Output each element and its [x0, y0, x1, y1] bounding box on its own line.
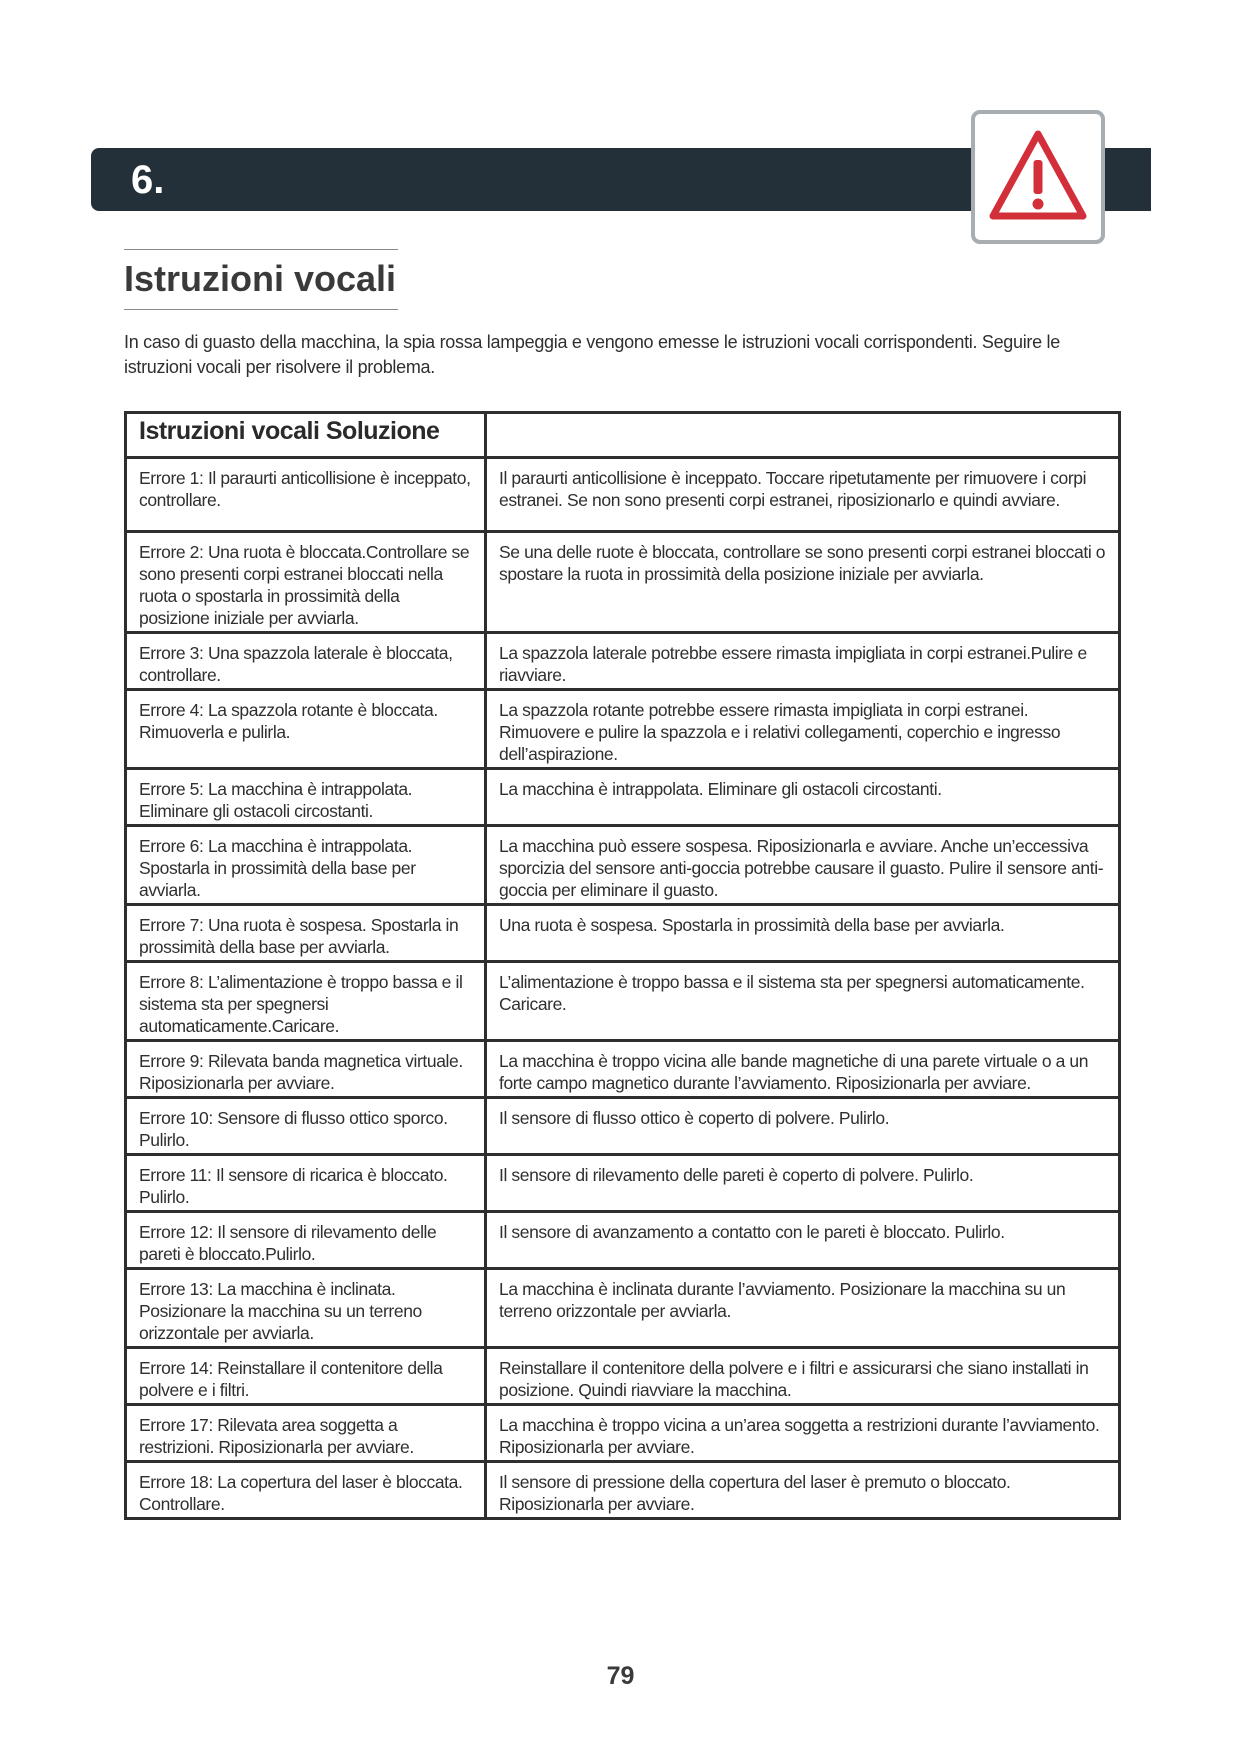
table-row: [126, 1041, 1120, 1098]
error-message-cell: Errore 5: La macchina è intrappolata. Eliminare gli ostacoli circostanti.: [126, 769, 486, 826]
solution-cell: La macchina è troppo vicina a un’area soggetta a restrizioni durante l’avviamento. Riposizionarla per avviare.: [486, 1405, 1120, 1462]
table-row: [126, 532, 1120, 633]
solution-cell: La spazzola rotante potrebbe essere rimasta impigliata in corpi estranei. Rimuovere e pulire la spazzola e i relativi collegamenti, coperchio e ingresso dell’aspirazione.: [486, 690, 1120, 769]
solution-cell: Una ruota è sospesa. Spostarla in prossimità della base per avviarla.: [486, 905, 1120, 962]
error-message-cell: Errore 14: Reinstallare il contenitore della polvere e i filtri.: [126, 1348, 486, 1405]
solution-cell: La macchina è intrappolata. Eliminare gli ostacoli circostanti.: [486, 769, 1120, 826]
header-voice-instructions: Istruzioni vocali Soluzione: [126, 413, 486, 458]
table-row: [126, 1098, 1120, 1155]
solution-cell: Il sensore di flusso ottico è coperto di polvere. Pulirlo.: [486, 1098, 1120, 1155]
header-empty: [486, 413, 1120, 458]
warning-triangle-icon: [983, 122, 1093, 232]
error-message-cell: Errore 17: Rilevata area soggetta a restrizioni. Riposizionarla per avviare.: [126, 1405, 486, 1462]
error-message-cell: Errore 3: Una spazzola laterale è bloccata, controllare.: [126, 633, 486, 690]
solution-cell: La macchina è troppo vicina alle bande magnetiche di una parete virtuale o a un forte campo magnetico durante l’avviamento. Riposizionarla per avviare.: [486, 1041, 1120, 1098]
table-row: [126, 458, 1120, 532]
error-table: [124, 411, 1121, 1520]
error-message-cell: Errore 1: Il paraurti anticollisione è inceppato, controllare.: [126, 458, 486, 532]
table-row: [126, 1269, 1120, 1348]
error-message-cell: Errore 18: La copertura del laser è bloccata. Controllare.: [126, 1462, 486, 1519]
solution-cell: Il sensore di rilevamento delle pareti è coperto di polvere. Pulirlo.: [486, 1155, 1120, 1212]
table-row: [126, 633, 1120, 690]
solution-cell: Il sensore di avanzamento a contatto con le pareti è bloccato. Pulirlo.: [486, 1212, 1120, 1269]
page-number: 79: [606, 1662, 635, 1690]
table-row: [126, 769, 1120, 826]
solution-cell: La macchina è inclinata durante l’avviamento. Posizionare la macchina su un terreno orizzontale per avviarla.: [486, 1269, 1120, 1348]
error-message-cell: Errore 9: Rilevata banda magnetica virtuale. Riposizionarla per avviare.: [126, 1041, 486, 1098]
section-number: 6.: [131, 158, 165, 202]
solution-cell: L’alimentazione è troppo bassa e il sistema sta per spegnersi automaticamente. Caricare.: [486, 962, 1120, 1041]
error-message-cell: Errore 6: La macchina è intrappolata. Spostarla in prossimità della base per avviarla.: [126, 826, 486, 905]
solution-cell: La macchina può essere sospesa. Riposizionarla e avviare. Anche un’eccessiva sporcizia del sensore anti-goccia potrebbe causare il guasto. Pulire il sensore anti-goccia per eliminare il guasto.: [486, 826, 1120, 905]
solution-cell: Il paraurti anticollisione è inceppato. Toccare ripetutamente per rimuovere i corpi estranei. Se non sono presenti corpi estranei, riposizionarlo e quindi avviare.: [486, 458, 1120, 532]
solution-cell: La spazzola laterale potrebbe essere rimasta impigliata in corpi estranei.Pulire e riavviare.: [486, 633, 1120, 690]
table-row: [126, 1212, 1120, 1269]
table-row: [126, 826, 1120, 905]
table-row: [126, 1405, 1120, 1462]
solution-cell: Se una delle ruote è bloccata, controllare se sono presenti corpi estranei bloccati o spostare la ruota in prossimità della posizione iniziale per avviarla.: [486, 532, 1120, 633]
table-row: [126, 905, 1120, 962]
solution-cell: Reinstallare il contenitore della polvere e i filtri e assicurarsi che siano installati in posizione. Quindi riavviare la macchina.: [486, 1348, 1120, 1405]
warning-icon-box: [971, 110, 1105, 244]
table-header-row: [126, 413, 1120, 458]
error-message-cell: Errore 2: Una ruota è bloccata.Controllare se sono presenti corpi estranei bloccati nella ruota o spostarla in prossimità della posizione iniziale per avviarla.: [126, 532, 486, 633]
error-message-cell: Errore 7: Una ruota è sospesa. Spostarla in prossimità della base per avviarla.: [126, 905, 486, 962]
error-message-cell: Errore 11: Il sensore di ricarica è bloccato. Pulirlo.: [126, 1155, 486, 1212]
table-row: [126, 1348, 1120, 1405]
solution-cell: Il sensore di pressione della copertura del laser è premuto o bloccato. Riposizionarla per avviare.: [486, 1462, 1120, 1519]
error-message-cell: Errore 4: La spazzola rotante è bloccata. Rimuoverla e pulirla.: [126, 690, 486, 769]
error-message-cell: Errore 10: Sensore di flusso ottico sporco. Pulirlo.: [126, 1098, 486, 1155]
intro-paragraph: In caso di guasto della macchina, la spia rossa lampeggia e vengono emesse le istruzioni vocali corrispondenti. Seguire le istruzioni vocali per risolvere il problema.: [124, 332, 1060, 377]
table-row: [126, 962, 1120, 1041]
page-title: Istruzioni vocali: [124, 258, 397, 299]
error-message-cell: Errore 13: La macchina è inclinata. Posizionare la macchina su un terreno orizzontale per avviarla.: [126, 1269, 486, 1348]
table-row: [126, 1462, 1120, 1519]
table-row: [126, 690, 1120, 769]
error-message-cell: Errore 8: L’alimentazione è troppo bassa e il sistema sta per spegnersi automaticamente.Caricare.: [126, 962, 486, 1041]
table-row: [126, 1155, 1120, 1212]
error-message-cell: Errore 12: Il sensore di rilevamento delle pareti è bloccato.Pulirlo.: [126, 1212, 486, 1269]
title-block: [124, 249, 398, 310]
